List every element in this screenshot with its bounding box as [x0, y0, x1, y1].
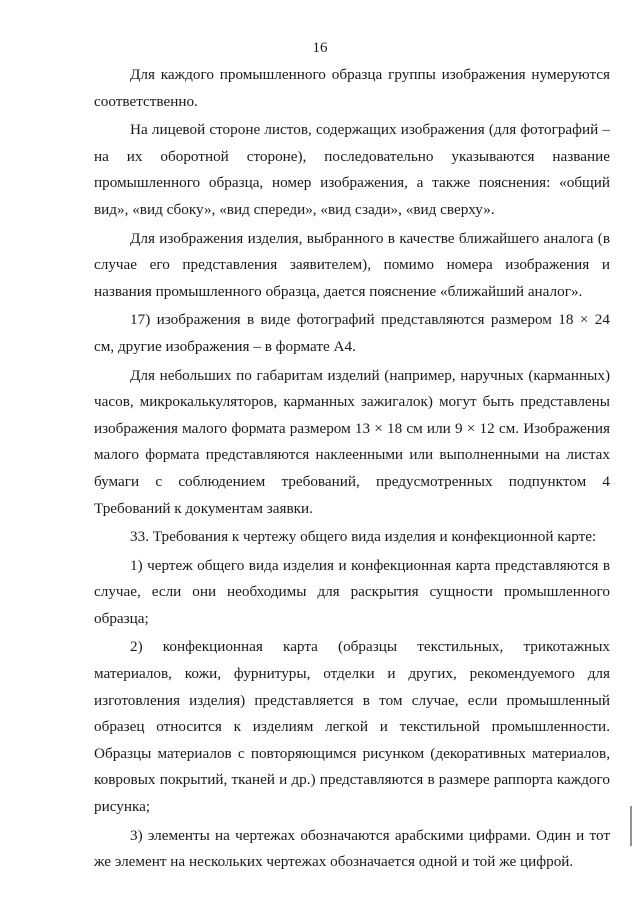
- paragraph-front-side: На лицевой стороне листов, содержащих изображения (для фотографий – на их оборотной стороне), последовательно указываются название промышленного образца, номер изображения, а также пояснения: «общий вид», «вид сбоку», «вид спереди», «вид сзади», «вид сверху».: [94, 121, 610, 218]
- paragraph-item-17: 17) изображения в виде фотографий представляются размером 18 × 24 см, другие изображения – в формате А4.: [94, 311, 610, 355]
- paragraph-section-33: 33. Требования к чертежу общего вида изделия и конфекционной карте:: [130, 528, 597, 546]
- document-body: [94, 62, 610, 876]
- paragraph-item-3: 3) элементы на чертежах обозначаются арабскими цифрами. Один и тот же элемент на нескольких чертежах обозначается одной и той же цифрой.: [94, 826, 610, 871]
- page-number: 16: [312, 40, 328, 56]
- paragraph-numbering: Для каждого промышленного образца группы изображения нумеруются соответственно.: [94, 66, 610, 110]
- paragraph-item-2: 2) конфекционная карта (образцы текстильных, трикотажных материалов, кожи, фурнитуры, отделки и других, рекомендуемого для изготовления изделия) представляется в том случае, если промышленный образец относится к изделиям легкой и текстильной промышленности. Образцы материалов с повторяющимся рисунком (декоративных материалов, ковровых покрытий, тканей и др.) представляются в размере раппорта каждого рисунка;: [94, 638, 610, 816]
- paragraph-nearest-analog: Для изображения изделия, выбранного в качестве ближайшего аналога (в случае его представления заявителем), помимо номера изображения и названия промышленного образца, дается пояснение «ближайший аналог».: [94, 229, 610, 300]
- scan-edge-mark: [630, 806, 632, 846]
- paragraph-small-format: Для небольших по габаритам изделий (например, наручных (карманных) часов, микрокалькуляторов, карманных зажигалок) могут быть представлены изображения малого формата размером 13 × 18 см или 9 × 12 см. Изображения малого формата представляются наклеенными или выполненными на листах бумаги с соблюдением требований, предусмотренных подпунктом 4 Требований к документам заявки.: [94, 366, 610, 517]
- paragraph-item-1: 1) чертеж общего вида изделия и конфекционная карта представляются в случае, если они необходимы для раскрытия сущности промышленного образца;: [94, 556, 610, 627]
